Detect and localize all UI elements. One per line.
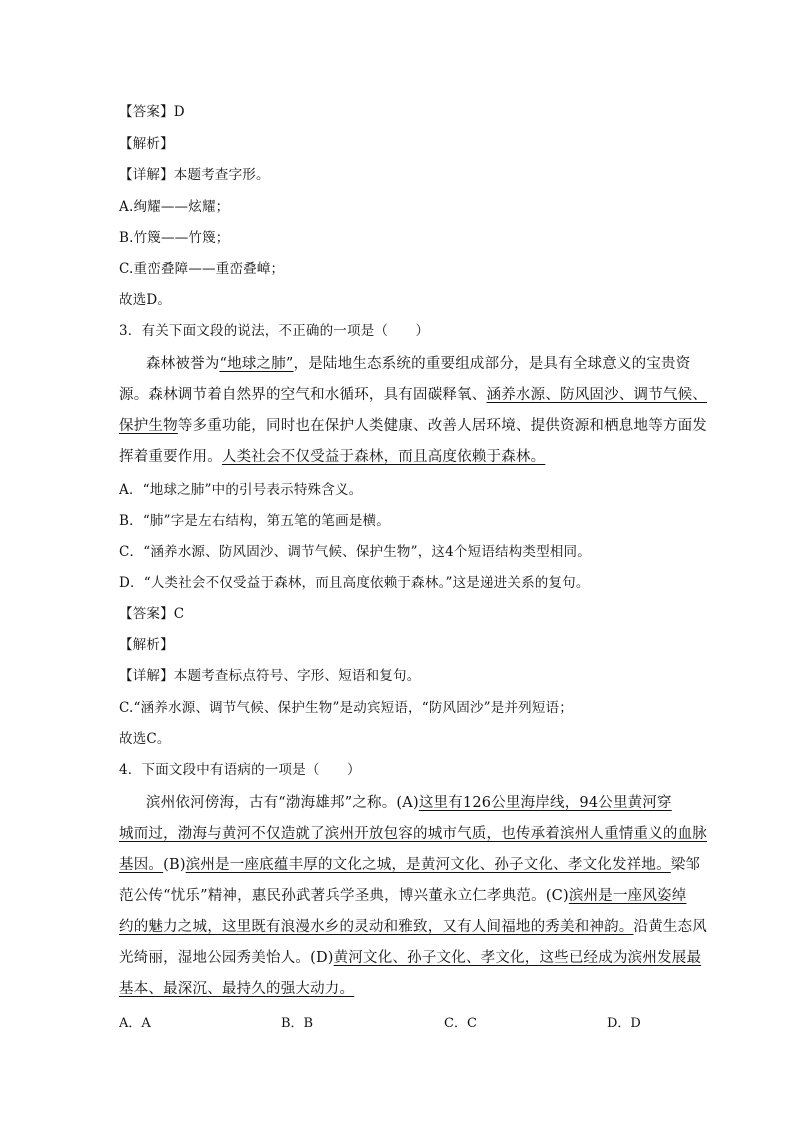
q4-passage-line-3: 基因。(B)滨州是一座底蕴丰厚的文化之城，是黄河文化、孙子文化、孝文化发祥地。梁邹	[119, 857, 701, 873]
q3-stem: 3．有关下面文段的说法，不正确的一项是（ ）	[119, 323, 430, 339]
underlined-phrase: 保护生物	[119, 418, 178, 434]
q4-passage-line-7	[119, 980, 679, 998]
underlined-phrase: 涵养水源	[486, 387, 546, 403]
q3-conclusion: 故选C。	[119, 731, 171, 747]
underlined-phrase: “地球之肺”	[219, 356, 294, 372]
q3-explanation: C.“涵养水源、调节气候、保护生物”是动宾短语，“防风固沙”是并列短语；	[119, 700, 573, 716]
underlined-sentence-c: 约的魅力之城，这里既有浪漫水乡的灵动和雅致，又有人间福地的秀美和神韵。	[119, 919, 634, 935]
q4-passage-line-1: 滨州依河傍海，古有“渤海雄邦”之称。(A)这里有126公里海岸线，94公里黄河穿	[146, 795, 672, 811]
q4-passage-line-2	[119, 825, 707, 843]
underlined-sentence-a: 这里有126公里海岸线，94公里黄河穿	[418, 795, 672, 811]
q3-passage-line-1: 森林被誉为“地球之肺”，是陆地生态系统的重要组成部分，是具有全球意义的宝贵资	[146, 356, 691, 372]
q4-option-b: B．B	[281, 1016, 314, 1031]
underlined-sentence-a: 城而过，渤海与黄河不仅造就了滨州开放包容的城市气质，也传承着滨州人重情重义的血脉	[119, 826, 707, 842]
q4-option-a: A．A	[119, 1016, 151, 1031]
q2-conclusion: 故选D。	[119, 292, 172, 308]
q3-option-a: A．“地球之肺”中的引号表示特殊含义。	[119, 482, 363, 498]
underlined-sentence: 人类社会不仅受益于森林，而且高度依赖于森林。	[221, 449, 546, 465]
underlined-sentence-c: 滨州是一座风姿绰	[568, 888, 687, 904]
q2-answer: 【答案】D	[119, 104, 185, 120]
q3-option-d: D．“人类社会不仅受益于森林，而且高度依赖于森林。”这是递进关系的复句。	[119, 575, 590, 591]
underlined-sentence-b: 滨州是一座底蕴丰厚的文化之城，是黄河文化、孙子文化、孝文化发祥地。	[185, 857, 671, 873]
q3-passage-line-3: 保护生物等多重功能，同时也在保护人类健康、改善人居环境、提供资源和栖息地等方面发	[119, 418, 708, 434]
underlined-phrase: 调节气候	[633, 387, 693, 403]
q4-stem: 4．下面文段中有语病的一项是（ ）	[119, 762, 361, 778]
underlined-phrase: 防风固沙	[560, 387, 619, 403]
q2-item-b: B.竹篾——竹篾；	[119, 230, 230, 246]
q3-passage-line-4: 挥着重要作用。人类社会不仅受益于森林，而且高度依赖于森林。	[119, 449, 546, 465]
q4-passage-line-6: 光绮丽，湿地公园秀美怡人。(D)黄河文化、孙子文化、孝文化，这些已经成为滨州发展最	[119, 950, 702, 966]
q3-passage-line-2: 源。森林调节着自然界的空气和水循环，具有固碳释氧、涵养水源、防风固沙、调节气候、	[119, 387, 708, 403]
q2-detail: 【详解】本题考查字形。	[119, 167, 270, 183]
underlined-sentence-d: 黄河文化、孙子文化、孝文化，这些已经成为滨州发展最	[333, 950, 702, 966]
q3-answer: 【答案】C	[119, 606, 185, 622]
q4-option-c: C．C	[444, 1016, 477, 1031]
q3-option-b: B．“肺”字是左右结构，第五笔的笔画是横。	[119, 513, 390, 529]
q3-analysis-heading: 【解析】	[119, 637, 174, 653]
q2-item-c: C.重峦叠障——重峦叠嶂；	[119, 261, 285, 277]
q2-item-a: A.绚耀——炫耀；	[119, 199, 230, 215]
underlined-sentence-d: 基本、最深沉、最持久的强大动力。	[119, 981, 355, 997]
q3-option-c: C．“涵养水源、防风固沙、调节气候、保护生物”，这4个短语结构类型相同。	[119, 544, 591, 560]
q3-detail: 【详解】本题考查标点符号、字形、短语和复句。	[119, 668, 421, 684]
q4-option-d: D．D	[607, 1016, 641, 1031]
q4-passage-line-4: 范公传“忧乐”精神，惠民孙武著兵学圣典，博兴董永立仁孝典范。(C)滨州是一座风姿绰	[119, 888, 687, 904]
q2-analysis-heading: 【解析】	[119, 136, 174, 152]
q4-passage-line-5: 约的魅力之城，这里既有浪漫水乡的灵动和雅致，又有人间福地的秀美和神韵。沿黄生态风	[119, 919, 707, 935]
